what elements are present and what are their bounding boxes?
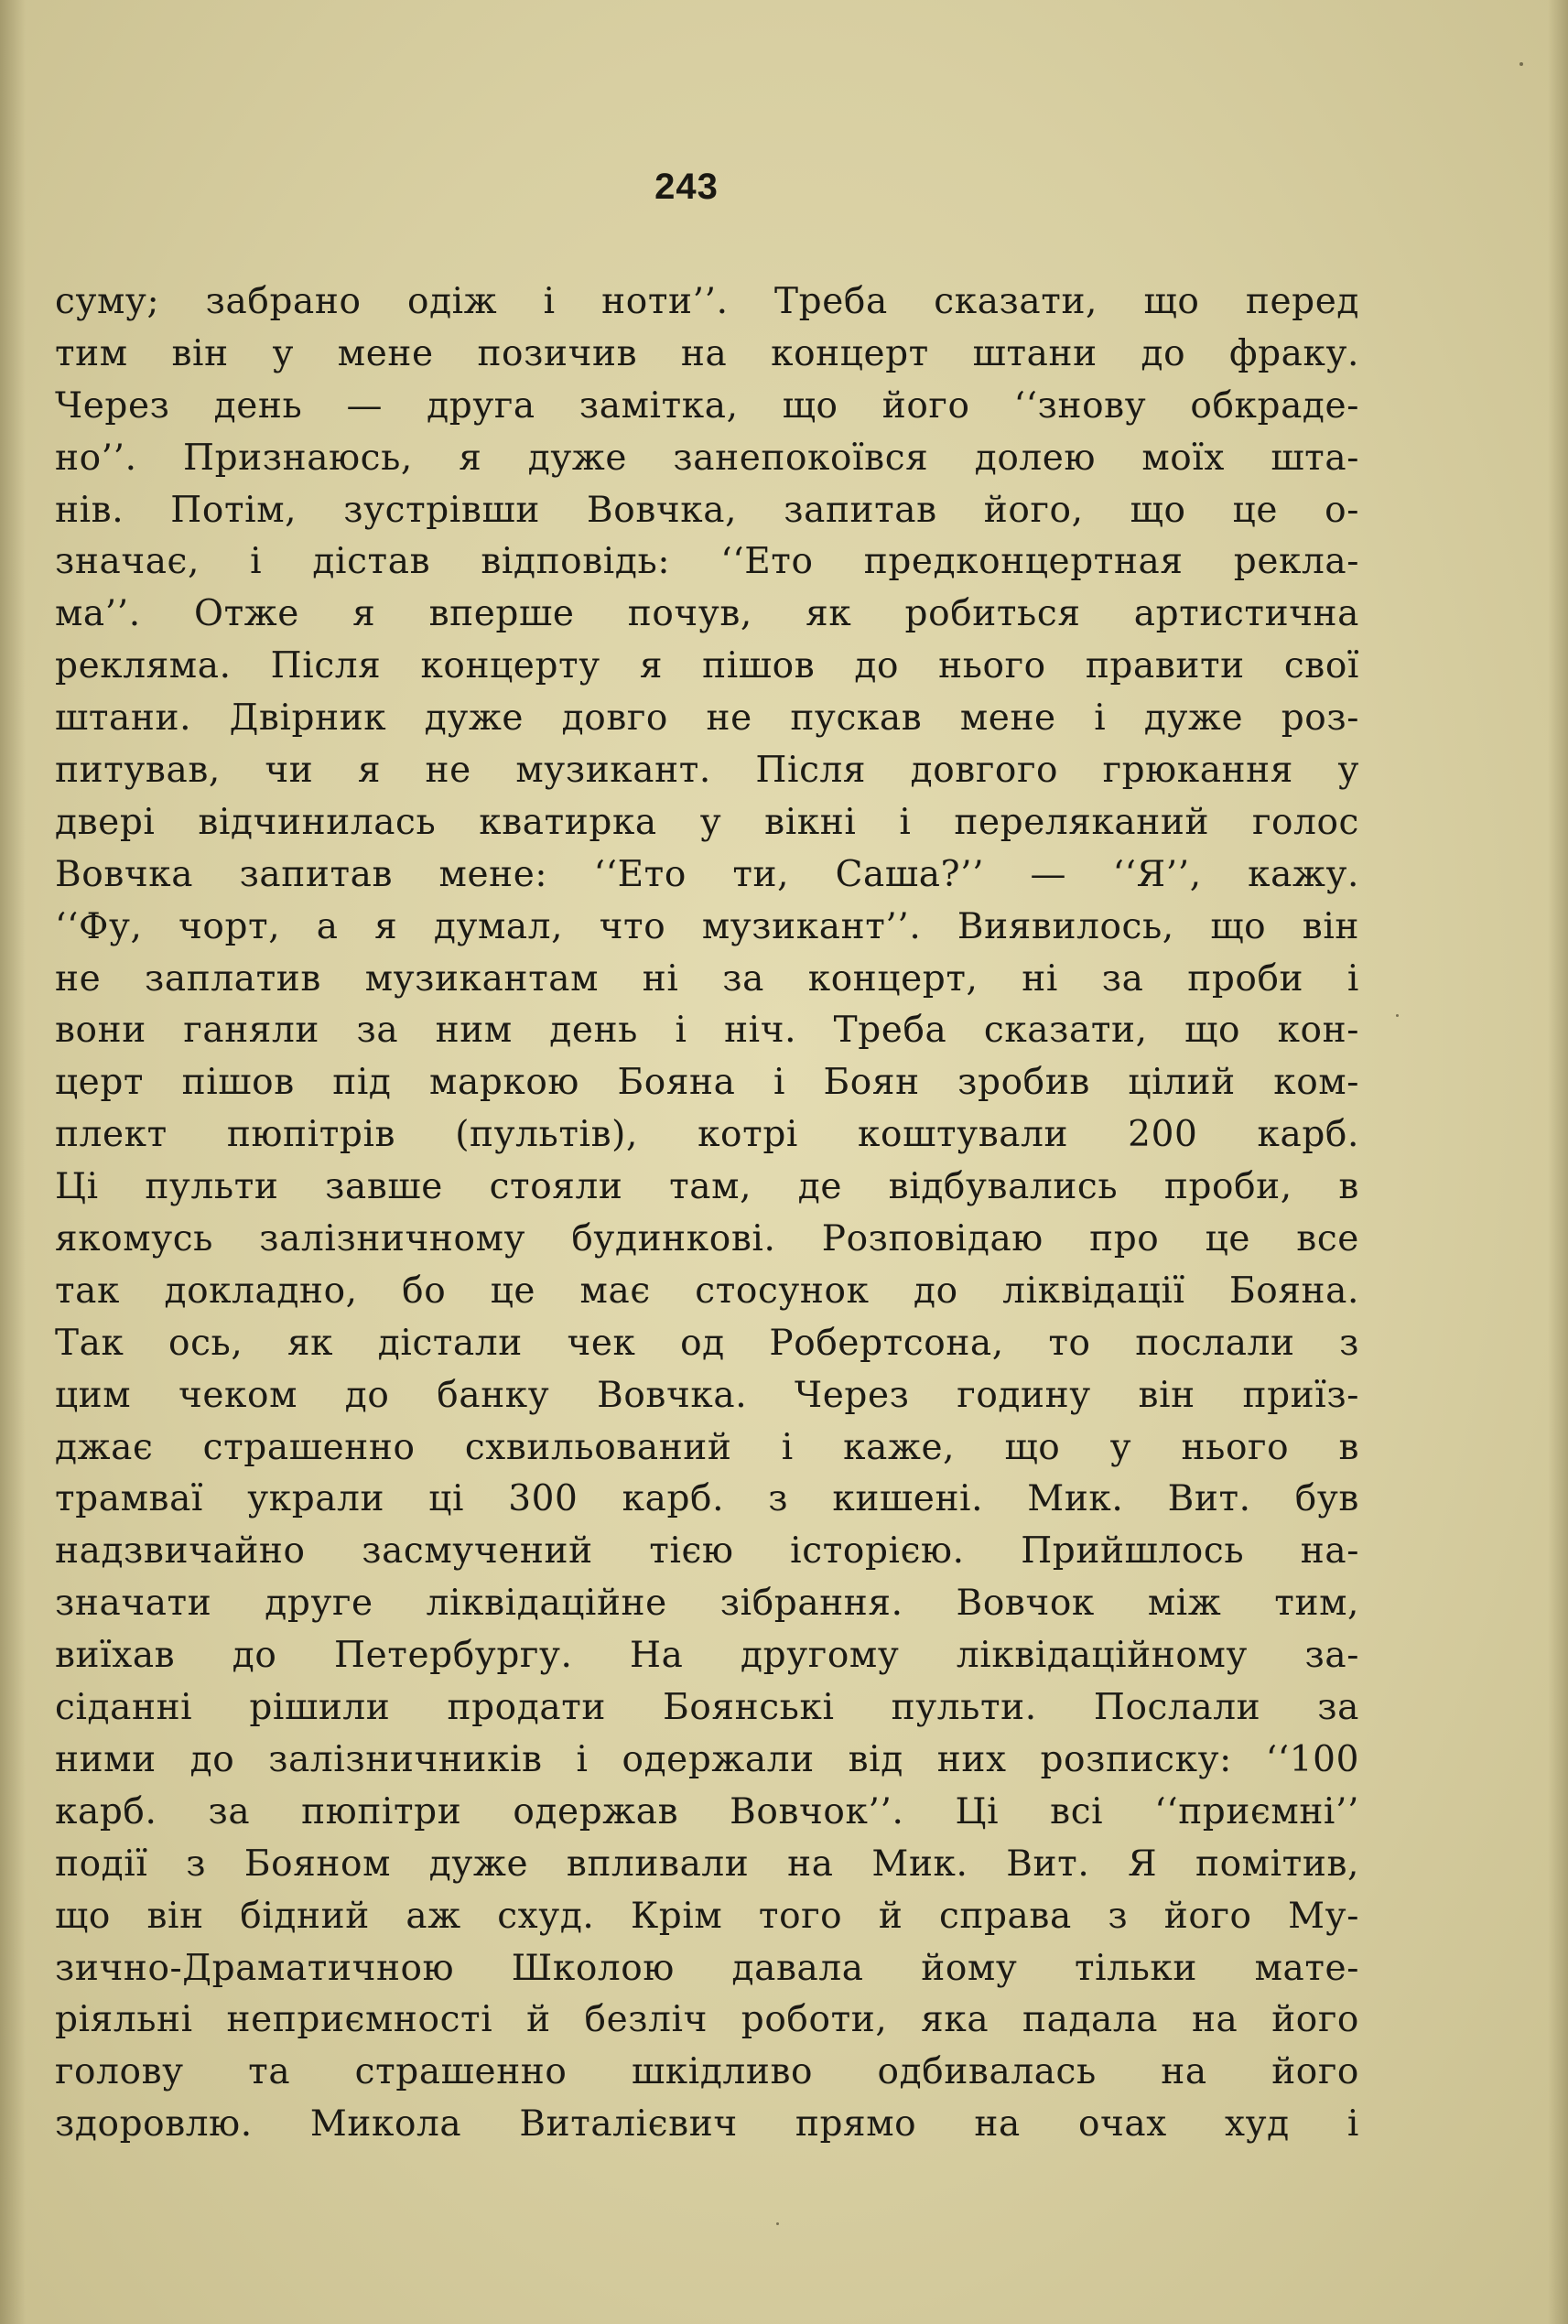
- text-line: плект пюпітрів (пультів), котрі коштували 200 карб.: [55, 1114, 1359, 1156]
- text-line: Вовчка запитав мене: ‘‘Ето ти, Саша?’’ — ‘‘Я’’, кажу.: [55, 853, 1359, 895]
- text-line: Ці пульти завше стояли там, де відбувались проби, в: [55, 1166, 1359, 1208]
- page-number: 243: [654, 167, 719, 207]
- text-line: значає, і дістав відповідь: ‘‘Ето предконцертная рекла-: [55, 541, 1359, 583]
- text-line: джає страшенно схвильований і каже, що у нього в: [55, 1426, 1359, 1468]
- text-line: ма’’. Отже я вперше почув, як робиться артистична: [55, 593, 1359, 635]
- text-line: Через день — друга замітка, що його ‘‘знову обкраде-: [55, 384, 1359, 427]
- paper-speck: [1519, 62, 1523, 66]
- text-line: події з Бояном дуже впливали на Мик. Вит. Я помітив,: [55, 1843, 1359, 1885]
- text-line: надзвичайно засмучений тією історією. Прийшлось на-: [55, 1530, 1359, 1573]
- text-line: Так ось, як дістали чек од Робертсона, то послали з: [55, 1322, 1359, 1364]
- text-line: трамваї украли ці 300 карб. з кишені. Мик. Вит. був: [55, 1478, 1359, 1520]
- page-edge-shadow-left: [0, 0, 26, 2324]
- text-line: так докладно, бо це має стосунок до ліквідації Бояна.: [55, 1270, 1359, 1312]
- paper-speck: [776, 2222, 779, 2225]
- text-line: виїхав до Петербургу. На другому ліквідаційному за-: [55, 1635, 1359, 1677]
- text-line: суму; забрано одіж і ноти’’. Треба сказати, що перед: [55, 281, 1359, 322]
- text-line: сіданні рішили продати Боянські пульти. Послали за: [55, 1687, 1359, 1729]
- text-line: церт пішов під маркою Бояна і Боян зробив цілий ком-: [55, 1062, 1359, 1104]
- text-line: ріяльні неприємності й безліч роботи, яка падала на його: [55, 1999, 1359, 2041]
- text-line: но’’. Признаюсь, я дуже занепокоївся долею моїх шта-: [55, 437, 1359, 479]
- text-line: нів. Потім, зустрівши Вовчка, запитав його, що це о-: [55, 489, 1359, 531]
- text-line: значати друге ліквідаційне зібрання. Вовчок між тим,: [55, 1583, 1359, 1625]
- body-text: [55, 276, 1359, 2151]
- text-line: ‘‘Фу, чорт, а я думал, что музикант’’. Виявилось, що він: [55, 905, 1359, 947]
- text-line: не заплатив музикантам ні за концерт, ні за проби і: [55, 957, 1359, 1000]
- text-line: цим чеком до банку Вовчка. Через годину він приїз-: [55, 1374, 1359, 1416]
- text-line: карб. за пюпітри одержав Вовчок’’. Ці всі ‘‘приємні’’: [55, 1790, 1359, 1832]
- text-line: зично-Драматичною Школою давала йому тільки мате-: [55, 1947, 1359, 1989]
- text-line: вони ганяли за ним день і ніч. Треба сказати, що кон-: [55, 1010, 1359, 1052]
- text-line: штани. Двірник дуже довго не пускав мене і дуже роз-: [55, 697, 1359, 740]
- text-line: питував, чи я не музикант. Після довгого грюкання у: [55, 750, 1359, 792]
- text-line: двері відчинилась кватирка у вікні і переляканий голос: [55, 801, 1359, 843]
- page-edge-shadow-right: [1548, 0, 1568, 2324]
- text-line: здоровлю. Микола Виталієвич прямо на очах худ і: [55, 2103, 1359, 2146]
- text-line: тим він у мене позичив на концерт штани до фраку.: [55, 332, 1359, 374]
- text-line: голову та страшенно шкідливо одбивалась на його: [55, 2051, 1359, 2093]
- text-line: що він бідний аж схуд. Крім того й справа з його Му-: [55, 1895, 1359, 1937]
- text-line: якомусь залізничному будинкові. Розповідаю про це все: [55, 1218, 1359, 1260]
- text-line: ними до залізничників і одержали від них розписку: ‘‘100: [55, 1738, 1359, 1780]
- paper-speck: [1396, 1014, 1399, 1017]
- text-line: рекляма. Після концерту я пішов до нього правити свої: [55, 645, 1359, 687]
